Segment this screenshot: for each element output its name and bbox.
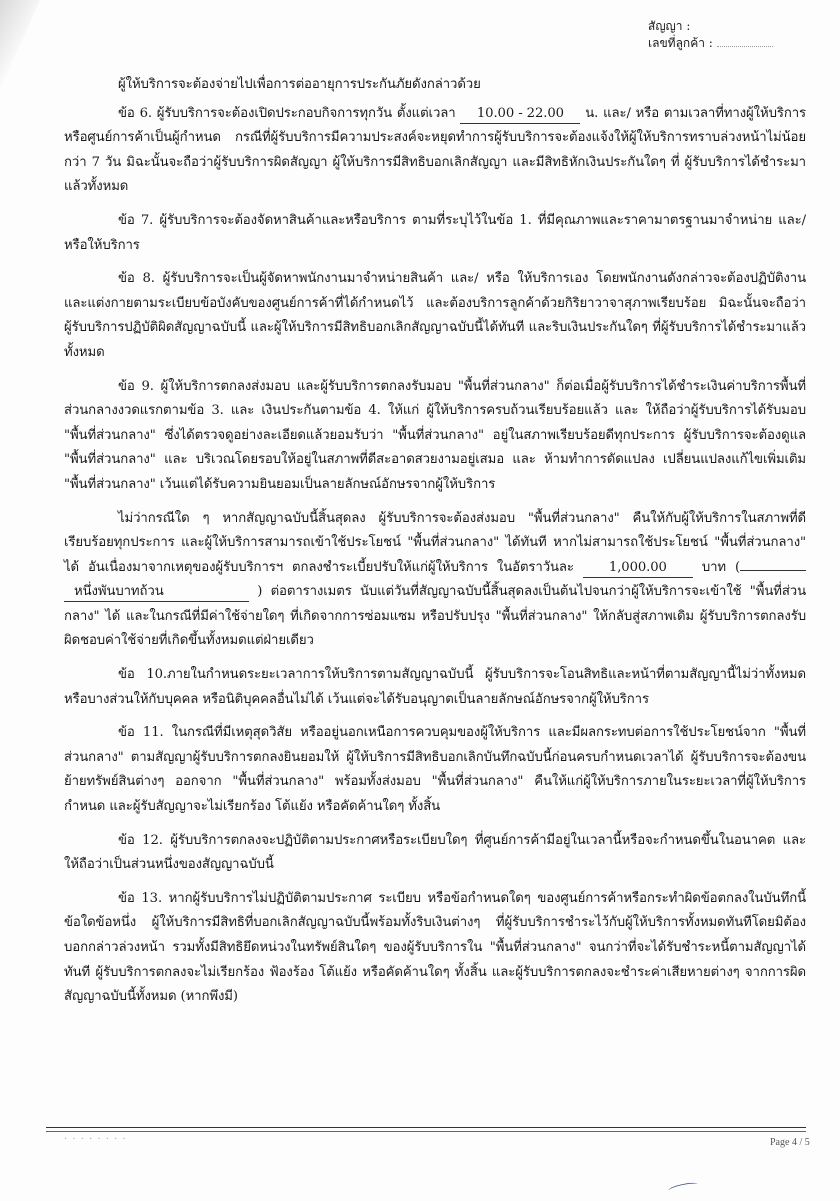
contract-row xyxy=(648,18,773,35)
page-corner-fold xyxy=(0,0,40,90)
footer-rule xyxy=(46,1127,806,1128)
customer-no-row xyxy=(648,35,773,52)
customer-no-blank xyxy=(717,46,773,47)
intro-paragraph: ผู้ให้บริการจะต้องจ่ายไปเพื่อการต่ออายุการประกันภัยดังกล่าวด้วย xyxy=(118,77,481,92)
page-number: Page 4 / 5 xyxy=(770,1137,810,1148)
clause-12: ข้อ 12. ผู้รับบริการตกลงจะปฏิบัติตามประกาศหรือระเบียบใดๆ ที่ศูนย์การค้ามีอยู่ในเวลานี้หรือจะกำหนดขึ้นในอนาคต และให้ถือว่าเป็นส่วนหนึ่งของสัญญาฉบับนี้ xyxy=(64,832,806,873)
document-body xyxy=(64,73,806,1019)
clause-13: ข้อ 13. หากผู้รับบริการไม่ปฏิบัติตามประกาศ ระเบียบ หรือข้อกำหนดใดๆ ของศูนย์การค้าหรือกระทำผิดข้อตกลงในบันทึกนี้ข้อใดข้อหนึ่ง ผู้ให้บริการมีสิทธิที่บอกเลิกสัญญาฉบับนี้พร้อมทั้งริบเงินต่างๆ ที่ผู้รับบริการชำระไว้กับผู้ให้บริการทั้งหมดทันทีโดยมิต้องบอกกล่าวล่วงหน้า รวมทั้งมีสิทธิยึดหน่วงในทรัพย์สินใดๆ ของผู้รับบริการใน "พื้นที่ส่วนกลาง" จนกว่าที่จะได้รับชำระหนี้ตามสัญญาได้ทันที ผู้รับบริการตกลงจะไม่เรียกร้อง ฟ้องร้อง โต้แย้ง หรือคัดค้านใดๆ ทั้งสิ้น และผู้รับบริการตกลงจะชำระค่าเสียหายต่างๆ จากการผิดสัญญาฉบับนี้ทั้งหมด (หากพึงมี) xyxy=(64,890,806,1005)
clause-8: ข้อ 8. ผู้รับบริการจะเป็นผู้จัดหาพนักงานมาจำหน่ายสินค้า และ/ หรือ ให้บริการเอง โดยพนักงานดังกล่าวจะต้องปฏิบัติงานและแต่งกายตามระเบียบข้อบังคับของศูนย์การค้าที่ได้กำหนดไว้ และต้องบริการลูกค้าด้วยกิริยาวาจาสุภาพเรียบร้อย มิฉะนั้นจะถือว่าผู้รับบริการปฏิบัติผิดสัญญาฉบับนี้ และผู้ให้บริการมีสิทธิบอกเลิกสัญญาฉบับนี้ได้ทันที และริบเงินประกันใดๆ ที่ผู้รับบริการได้ชำระมาแล้วทั้งหมด xyxy=(64,271,806,360)
clause-7: ข้อ 7. ผู้รับบริการจะต้องจัดหาสินค้าและหรือบริการ ตามที่ระบุไว้ในข้อ 1. ที่มีคุณภาพและราคามาตรฐานมาจำหน่าย และ/ หรือให้บริการ xyxy=(64,212,806,253)
clause-9: ข้อ 9. ผู้ให้บริการตกลงส่งมอบ และผู้รับบริการตกลงรับมอบ "พื้นที่ส่วนกลาง" ก็ต่อเมื่อผู้รับบริการได้ชำระเงินค่าบริการพื้นที่ส่วนกลางงวดแรกตามข้อ 3. และ เงินประกันตามข้อ 4. ให้แก่ ผู้ให้บริการครบถ้วนเรียบร้อยแล้ว และ ให้ถือว่าผู้รับบริการได้รับมอบ "พื้นที่ส่วนกลาง" ซึ่งได้ตรวจดูอย่างละเอียดแล้วยอมรับว่า "พื้นที่ส่วนกลาง" อยู่ในสภาพเรียบร้อยดีทุกประการ ผู้รับบริการจะต้องดูแล "พื้นที่ส่วนกลาง" และ บริเวณโดยรอบให้อยู่ในสภาพที่ดีสะอาดสวยงามอยู่เสมอ และ ห้ามทำการดัดแปลง เปลี่ยนแปลงแก้ไขเพิ่มเติม "พื้นที่ส่วนกลาง" เว้นแต่ได้รับความยินยอมเป็นลายลักษณ์อักษรจากผู้ให้บริการ xyxy=(64,378,806,492)
business-hours-field: 10.00 - 22.00 xyxy=(460,105,580,124)
clause-6 xyxy=(64,102,806,200)
clause-10: ข้อ 10.ภายในกำหนดระยะเวลาการให้บริการตามสัญญาฉบับนี้ ผู้รับบริการจะโอนสิทธิและหน้าที่ตามสัญญานี้ไม่ว่าทั้งหมดหรือบางส่วนให้กับบุคคล หรือนิติบุคคลอื่นไม่ได้ เว้นแต่จะได้รับอนุญาตเป็นลายลักษณ์อักษรจากผู้ให้บริการ xyxy=(64,667,806,707)
customer-no-label: เลขที่ลูกค้า : xyxy=(648,36,713,50)
paren-blank xyxy=(740,570,806,571)
clause-9b-text-a: ไม่ว่ากรณีใด ๆ หากสัญญาฉบับนี้สิ้นสุดลง ผู้รับบริการจะต้องส่งมอบ "พื้นที่ส่วนกลาง" คืนให้กับผู้ให้บริการในสภาพที่ดีเรียบร้อยทุกประการ และผู้ให้บริการสามารถเข้าใช้ประโยชน์ "พื้นที่ส่วนกลาง" ได้ทันที หากไม่สามารถใช้ประโยชน์ "พื้นที่ส่วนกลาง" ได้ อันเนื่องมาจากเหตุของผู้รับบริการฯ ตกลงชำระเบี้ยปรับให้แก่ผู้ให้บริการ ในอัตราวันละ xyxy=(64,510,806,575)
footer-rule-thin xyxy=(46,1131,806,1132)
clause-9b-text-b: บาท ( xyxy=(701,559,741,575)
clause-9b-text-c: ) ต่อตารางเมตร นับแต่วันที่สัญญาฉบับนี้สิ้นสุดลงเป็นต้นไปจนกว่าผู้ให้บริการจะเข้าใช้ "พื้นที่ส่วนกลาง" ได้ และในกรณีที่มีค่าใช้จ่ายใดๆ ที่เกิดจากการซ่อมแซม หรือปรับปรุง "พื้นที่ส่วนกลาง" ให้กลับสู่สภาพเดิม ผู้รับบริการตกลงรับผิดชอบค่าใช้จ่ายที่เกิดขึ้นทั้งหมดแต่ฝ่ายเดียว xyxy=(64,584,806,649)
clause-6-text-a: ข้อ 6. ผู้รับบริการจะต้องเปิดประกอบกิจการทุกวัน ตั้งแต่เวลา xyxy=(118,105,456,121)
penalty-rate-field: 1,000.00 xyxy=(583,559,693,578)
clause-9-continued xyxy=(64,507,806,655)
contract-header xyxy=(648,18,773,52)
penalty-rate-words-field: หนึ่งพันบาทถ้วน xyxy=(64,583,249,602)
clause-11: ข้อ 11. ในกรณีที่มีเหตุสุดวิสัย หรืออยู่นอกเหนือการควบคุมของผู้ให้บริการ และมีผลกระทบต่อการใช้ประโยชน์จาก "พื้นที่ส่วนกลาง" ตามสัญญาผู้รับบริการตกลงยินยอมให้ ผู้ให้บริการมีสิทธิบอกเลิกบันทึกฉบับนี้ก่อนครบกำหนดเวลาได้ ผู้รับบริการจะต้องขนย้ายทรัพย์สินต่างๆ ออกจาก "พื้นที่ส่วนกลาง" พร้อมทั้งส่งมอบ "พื้นที่ส่วนกลาง" คืนให้แก่ผู้ให้บริการภายในระยะเวลาที่ผู้ให้บริการกำหนด และผู้รับสัญญาจะไม่เรียกร้อง โต้แย้ง หรือคัดค้านใดๆ ทั้งสิ้น xyxy=(64,725,806,815)
pen-mark xyxy=(668,1181,699,1194)
contract-label: สัญญา : xyxy=(648,19,691,33)
footer-faint-text: · · · · · · · · xyxy=(64,1134,127,1145)
clause-6-text-b: น. และ/ หรือ ตามเวลาที่ทางผู้ให้บริการหรือศูนย์การค้าเป็นผู้กำหนด กรณีที่ผู้รับบริการมีความประสงค์จะหยุดทำการผู้รับบริการจะต้องแจ้งให้ผู้ให้บริการทราบล่วงหน้าไม่น้อยกว่า 7 วัน มิฉะนั้นจะถือว่าผู้รับบริการผิดสัญญา ผู้ให้บริการมีสิทธิบอกเลิกสัญญา และมีสิทธิหักเงินประกันใดๆ ที่ ผู้รับบริการได้ชำระมาแล้วทั้งหมด xyxy=(64,105,807,195)
